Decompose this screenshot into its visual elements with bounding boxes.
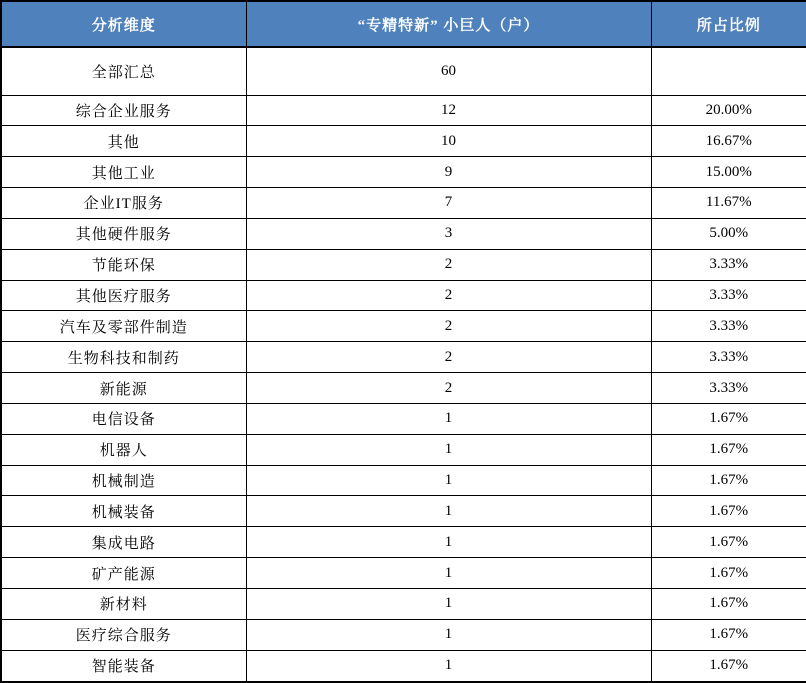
dimension-cell: 企业IT服务	[1, 188, 246, 219]
header-row	[1, 1, 806, 47]
dimension-cell: 综合企业服务	[1, 95, 246, 126]
table-row	[1, 496, 806, 527]
table-row	[1, 157, 806, 188]
dimension-cell: 机器人	[1, 434, 246, 465]
table-row	[1, 403, 806, 434]
table-row	[1, 280, 806, 311]
dimension-cell: 智能装备	[1, 650, 246, 682]
column-header-count: “专精特新” 小巨人（户）	[246, 1, 651, 47]
ratio-cell: 1.67%	[651, 558, 806, 589]
ratio-cell: 1.67%	[651, 589, 806, 620]
table-row	[1, 465, 806, 496]
ratio-cell: 1.67%	[651, 527, 806, 558]
table-row	[1, 249, 806, 280]
count-cell: 3	[246, 218, 651, 249]
ratio-cell: 1.67%	[651, 650, 806, 682]
table-row	[1, 311, 806, 342]
dimension-cell: 机械装备	[1, 496, 246, 527]
count-cell: 2	[246, 342, 651, 373]
dimension-cell: 其他医疗服务	[1, 280, 246, 311]
count-cell: 1	[246, 465, 651, 496]
count-cell: 7	[246, 188, 651, 219]
count-cell: 2	[246, 280, 651, 311]
count-cell: 1	[246, 589, 651, 620]
ratio-cell: 5.00%	[651, 218, 806, 249]
table-row	[1, 188, 806, 219]
ratio-cell: 11.67%	[651, 188, 806, 219]
count-cell: 12	[246, 95, 651, 126]
count-cell: 10	[246, 126, 651, 157]
dimension-cell: 新能源	[1, 373, 246, 404]
count-cell: 1	[246, 496, 651, 527]
column-header-ratio: 所占比例	[651, 1, 806, 47]
ratio-cell: 3.33%	[651, 249, 806, 280]
ratio-cell: 1.67%	[651, 619, 806, 650]
ratio-cell: 3.33%	[651, 342, 806, 373]
dimension-cell: 生物科技和制药	[1, 342, 246, 373]
dimension-cell: 医疗综合服务	[1, 619, 246, 650]
count-cell: 2	[246, 249, 651, 280]
ratio-cell: 20.00%	[651, 95, 806, 126]
table-row	[1, 619, 806, 650]
table-row	[1, 558, 806, 589]
dimension-cell: 矿产能源	[1, 558, 246, 589]
count-cell: 2	[246, 311, 651, 342]
dimension-cell: 电信设备	[1, 403, 246, 434]
table-row	[1, 218, 806, 249]
count-cell: 1	[246, 403, 651, 434]
ratio-cell: 16.67%	[651, 126, 806, 157]
dimension-cell: 新材料	[1, 589, 246, 620]
column-header-dimension: 分析维度	[1, 1, 246, 47]
ratio-cell	[651, 47, 806, 95]
table-row	[1, 434, 806, 465]
ratio-cell: 3.33%	[651, 311, 806, 342]
ratio-cell: 1.67%	[651, 465, 806, 496]
ratio-cell: 15.00%	[651, 157, 806, 188]
table-row	[1, 126, 806, 157]
table-row	[1, 342, 806, 373]
table-row	[1, 650, 806, 682]
count-cell: 9	[246, 157, 651, 188]
count-cell: 1	[246, 619, 651, 650]
ratio-cell: 1.67%	[651, 403, 806, 434]
ratio-cell: 3.33%	[651, 280, 806, 311]
dimension-cell: 集成电路	[1, 527, 246, 558]
ratio-cell: 1.67%	[651, 496, 806, 527]
table-row-summary	[1, 47, 806, 95]
dimension-cell: 节能环保	[1, 249, 246, 280]
dimension-cell: 其他硬件服务	[1, 218, 246, 249]
table-row	[1, 527, 806, 558]
ratio-cell: 1.67%	[651, 434, 806, 465]
count-cell: 2	[246, 373, 651, 404]
count-cell: 1	[246, 650, 651, 682]
count-cell: 1	[246, 527, 651, 558]
dimension-cell: 机械制造	[1, 465, 246, 496]
dimension-cell: 其他	[1, 126, 246, 157]
count-cell: 1	[246, 434, 651, 465]
table-row	[1, 589, 806, 620]
count-cell: 1	[246, 558, 651, 589]
ratio-cell: 3.33%	[651, 373, 806, 404]
dimension-cell: 其他工业	[1, 157, 246, 188]
count-cell: 60	[246, 47, 651, 95]
table-row	[1, 95, 806, 126]
table-row	[1, 373, 806, 404]
dimension-cell: 全部汇总	[1, 47, 246, 95]
dimension-cell: 汽车及零部件制造	[1, 311, 246, 342]
